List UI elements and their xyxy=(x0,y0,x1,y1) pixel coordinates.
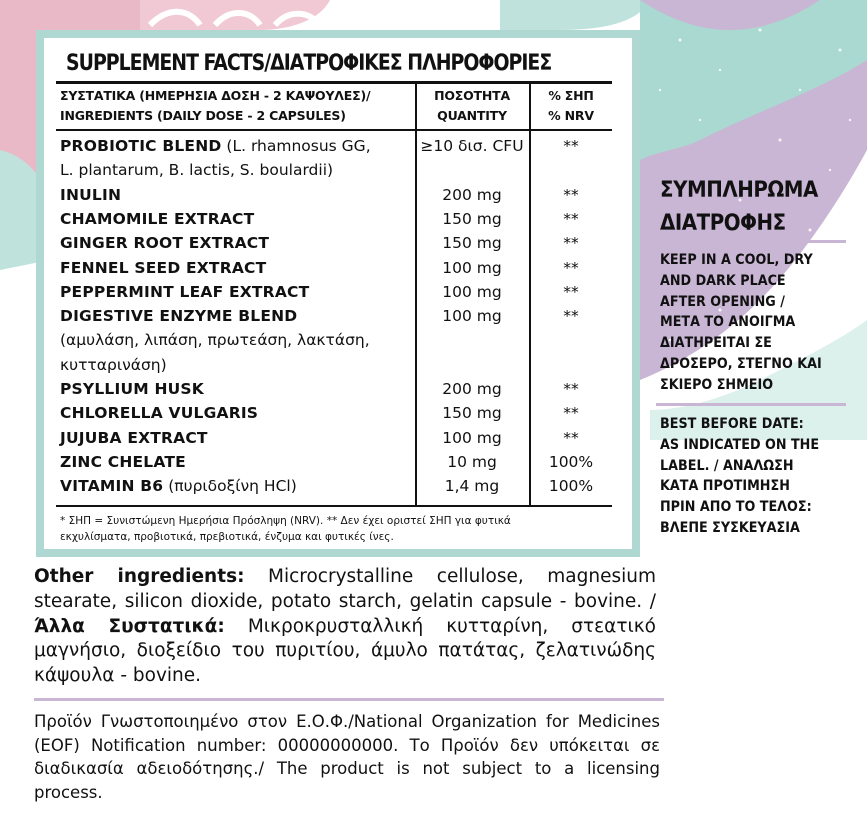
table-row xyxy=(56,304,612,328)
category-title-line-1: ΣΥΜΠΛΗΡΩΜΑ xyxy=(660,178,818,203)
ingredient-title: JUJUBA EXTRACT xyxy=(60,428,208,447)
ingredient-title: ZINC CHELATE xyxy=(60,452,186,471)
ingredient-title: PSYLLIUM HUSK xyxy=(60,380,205,398)
ingredient-title: PEPPERMINT LEAF EXTRACT xyxy=(60,282,310,301)
table-row xyxy=(56,134,612,158)
ingredient-quantity: ≥10 δισ. CFU xyxy=(420,137,524,155)
ingredient-nrv: ** xyxy=(563,209,579,228)
header-quantity xyxy=(416,86,528,126)
ingredient-title: INULIN xyxy=(60,185,122,204)
ingredient-name xyxy=(60,450,186,474)
header-quantity-gr: ΠΟΣΟΤΗΤΑ xyxy=(434,88,510,103)
ingredient-title: DIGESTIVE ENZYME BLEND xyxy=(60,307,298,326)
ingredient-title: FENNEL SEED EXTRACT xyxy=(60,258,267,277)
other-ingredients xyxy=(34,565,656,689)
facts-title: SUPPLEMENT FACTS/ΔΙΑΤΡΟΦΙΚΕΣ ΠΛΗΡΟΦΟΡΙΕΣ xyxy=(66,50,552,76)
table-row xyxy=(56,256,612,280)
ingredient-name xyxy=(60,134,371,158)
ingredient-title: CHLORELLA VULGARIS xyxy=(60,404,259,423)
ingredient-name xyxy=(60,207,254,231)
ingredient-quantity: 150 mg xyxy=(442,234,502,253)
header-quantity-en: QUANTITY xyxy=(437,108,507,123)
ingredient-nrv: ** xyxy=(563,282,579,301)
storage-line: ΔΡΟΣΕΡΟ, ΣΤΕΓΝΟ ΚΑΙ xyxy=(660,355,822,372)
table-row xyxy=(56,231,612,255)
ingredient-quantity: 100 mg xyxy=(442,307,502,326)
ingredient-name xyxy=(60,328,370,352)
best-before-line: ΠΡΙΝ ΑΠΟ ΤΟ ΤΕΛΟΣ: xyxy=(660,499,812,516)
ingredient-nrv: ** xyxy=(563,137,579,155)
ingredient-name xyxy=(60,183,121,207)
ingredient-nrv: ** xyxy=(563,380,579,398)
side-rule-2 xyxy=(656,403,846,406)
best-before-line: ΒΛΕΠΕ ΣΥΣΚΕΥΑΣΙΑ xyxy=(660,519,800,536)
header-nrv xyxy=(530,86,612,126)
product-category-title xyxy=(660,174,840,240)
ingredient-name xyxy=(60,377,204,401)
ingredient-title: VITAMIN B6 xyxy=(60,477,164,496)
footnote xyxy=(60,513,620,545)
ingredient-name xyxy=(60,474,297,498)
header-ingredients xyxy=(60,86,370,126)
ingredient-quantity: 150 mg xyxy=(442,404,502,423)
ingredient-nrv: ** xyxy=(563,258,579,277)
mint-blob-top xyxy=(500,0,650,30)
ingredient-name xyxy=(60,256,266,280)
ingredient-quantity: 10 mg xyxy=(447,452,497,471)
best-before-line: LABEL. / ΑΝΑΛΩΣΗ xyxy=(660,457,794,474)
table-row xyxy=(56,377,612,401)
table-row xyxy=(56,450,612,474)
notice-divider xyxy=(34,698,664,701)
side-rule-1 xyxy=(656,240,846,243)
ingredient-name xyxy=(60,158,333,182)
ingredient-nrv: ** xyxy=(563,185,579,204)
best-before-info xyxy=(660,414,836,539)
header-nrv-gr: % ΣΗΠ xyxy=(548,88,594,103)
category-title-line-2: ΔΙΑΤΡΟΦΗΣ xyxy=(660,211,786,236)
best-before-line: BEST BEFORE DATE: xyxy=(660,416,804,432)
ingredient-name xyxy=(60,426,208,450)
header-ingredients-gr: ΣΥΣΤΑΤΙΚΑ (ΗΜΕΡΗΣΙΑ ΔΟΣΗ - 2 ΚΑΨΟΥΛΕΣ)/ xyxy=(60,88,371,103)
ingredient-detail: κυτταρινάση) xyxy=(60,355,167,374)
table-row xyxy=(56,207,612,231)
table-bottom-rule xyxy=(56,505,612,507)
storage-line: ΔΙΑΤΗΡΕΙΤΑΙ ΣΕ xyxy=(660,335,772,352)
storage-line: AND DARK PLACE xyxy=(660,272,786,289)
ingredient-name xyxy=(60,401,258,425)
storage-line: AFTER OPENING / xyxy=(660,293,785,310)
footnote-line-1: * ΣΗΠ = Συνιστώμενη Ημερήσια Πρόσληψη (NRV). ** Δεν έχει οριστεί ΣΗΠ για φυτικά xyxy=(60,515,511,527)
table-row xyxy=(56,280,612,304)
ingredient-quantity: 150 mg xyxy=(442,209,502,228)
ingredient-nrv: 100% xyxy=(548,452,594,471)
ingredient-quantity: 100 mg xyxy=(442,428,502,447)
storage-line: KEEP IN A COOL, DRY xyxy=(660,252,813,268)
storage-instructions xyxy=(660,250,836,396)
table-row xyxy=(56,328,612,352)
ingredient-quantity: 100 mg xyxy=(442,258,502,277)
table-row xyxy=(56,426,612,450)
other-ingredients-text-gr: Μικροκρυσταλλική κυτταρίνη, στεατικό μαγνήσιο, διοξείδιο του πυριτίου, άμυλο πατάτας, ζελατινώδης κάψουλα - bovine. xyxy=(34,615,656,687)
ingredient-name xyxy=(60,231,269,255)
ingredient-nrv: ** xyxy=(563,404,579,423)
table-row xyxy=(56,183,612,207)
ingredient-quantity: 1,4 mg xyxy=(444,477,500,496)
best-before-line: ΚΑΤΑ ΠΡΟΤΙΜΗΣΗ xyxy=(660,478,790,495)
table-row xyxy=(56,158,612,182)
ingredient-detail: L. plantarum, B. lactis, S. boulardii) xyxy=(60,161,334,180)
ingredient-detail: (L. rhamnosus GG, xyxy=(226,137,371,155)
ingredient-detail: (αμυλάση, λιπάση, πρωτεάση, λακτάση, xyxy=(60,331,370,350)
ingredient-quantity: 100 mg xyxy=(442,282,502,301)
storage-line: ΜΕΤΑ ΤΟ ΑΝΟΙΓΜΑ xyxy=(660,314,796,331)
other-ingredients-text-en: Microcrystalline cellulose, magnesium stearate, silicon dioxide, potato starch, gelatin capsule - bovine. / xyxy=(34,566,656,612)
other-ingredients-label-en: Other ingredients: xyxy=(34,566,245,587)
ingredient-title: PROBIOTIC BLEND xyxy=(60,137,222,155)
table-row xyxy=(56,474,612,498)
header-ingredients-en: INGREDIENTS (DAILY DOSE - 2 CAPSULES) xyxy=(60,108,346,123)
supplement-facts-table xyxy=(44,38,632,549)
best-before-line: AS INDICATED ON THE xyxy=(660,436,820,453)
ingredient-nrv: ** xyxy=(563,234,579,253)
ingredient-name xyxy=(60,304,297,328)
eof-notification-notice: Προϊόν Γνωστοποιημένο στον Ε.Ο.Φ./National Organization for Medicines (EOF) Notification number: 00000000000. Το Προϊόν δεν υπόκειται σε διαδικασία αδειοδότησης./ The product is not subject to a licensing process. xyxy=(34,712,660,802)
ingredient-nrv: ** xyxy=(563,307,579,326)
other-ingredients-label-gr: Άλλα Συστατικά: xyxy=(34,615,225,637)
ingredient-title: CHAMOMILE EXTRACT xyxy=(60,209,255,228)
header-nrv-en: % NRV xyxy=(548,108,594,123)
ingredient-nrv: 100% xyxy=(548,477,594,496)
ingredient-title: GINGER ROOT EXTRACT xyxy=(60,234,270,253)
ingredient-name xyxy=(60,280,309,304)
ingredient-quantity: 200 mg xyxy=(442,380,502,398)
ingredient-quantity: 200 mg xyxy=(442,185,502,204)
storage-line: ΣΚΙΕΡΟ ΣΗΜΕΙΟ xyxy=(660,376,774,393)
ingredient-name xyxy=(60,353,167,377)
table-row xyxy=(56,353,612,377)
footnote-line-2: εκχυλίσματα, προβιοτικά, πρεβιοτικά, ένζυμα και φυτικές ίνες. xyxy=(60,531,394,543)
table-row xyxy=(56,401,612,425)
ingredient-detail: (πυριδοξίνη HCl) xyxy=(168,477,297,496)
ingredient-nrv: ** xyxy=(563,428,579,447)
